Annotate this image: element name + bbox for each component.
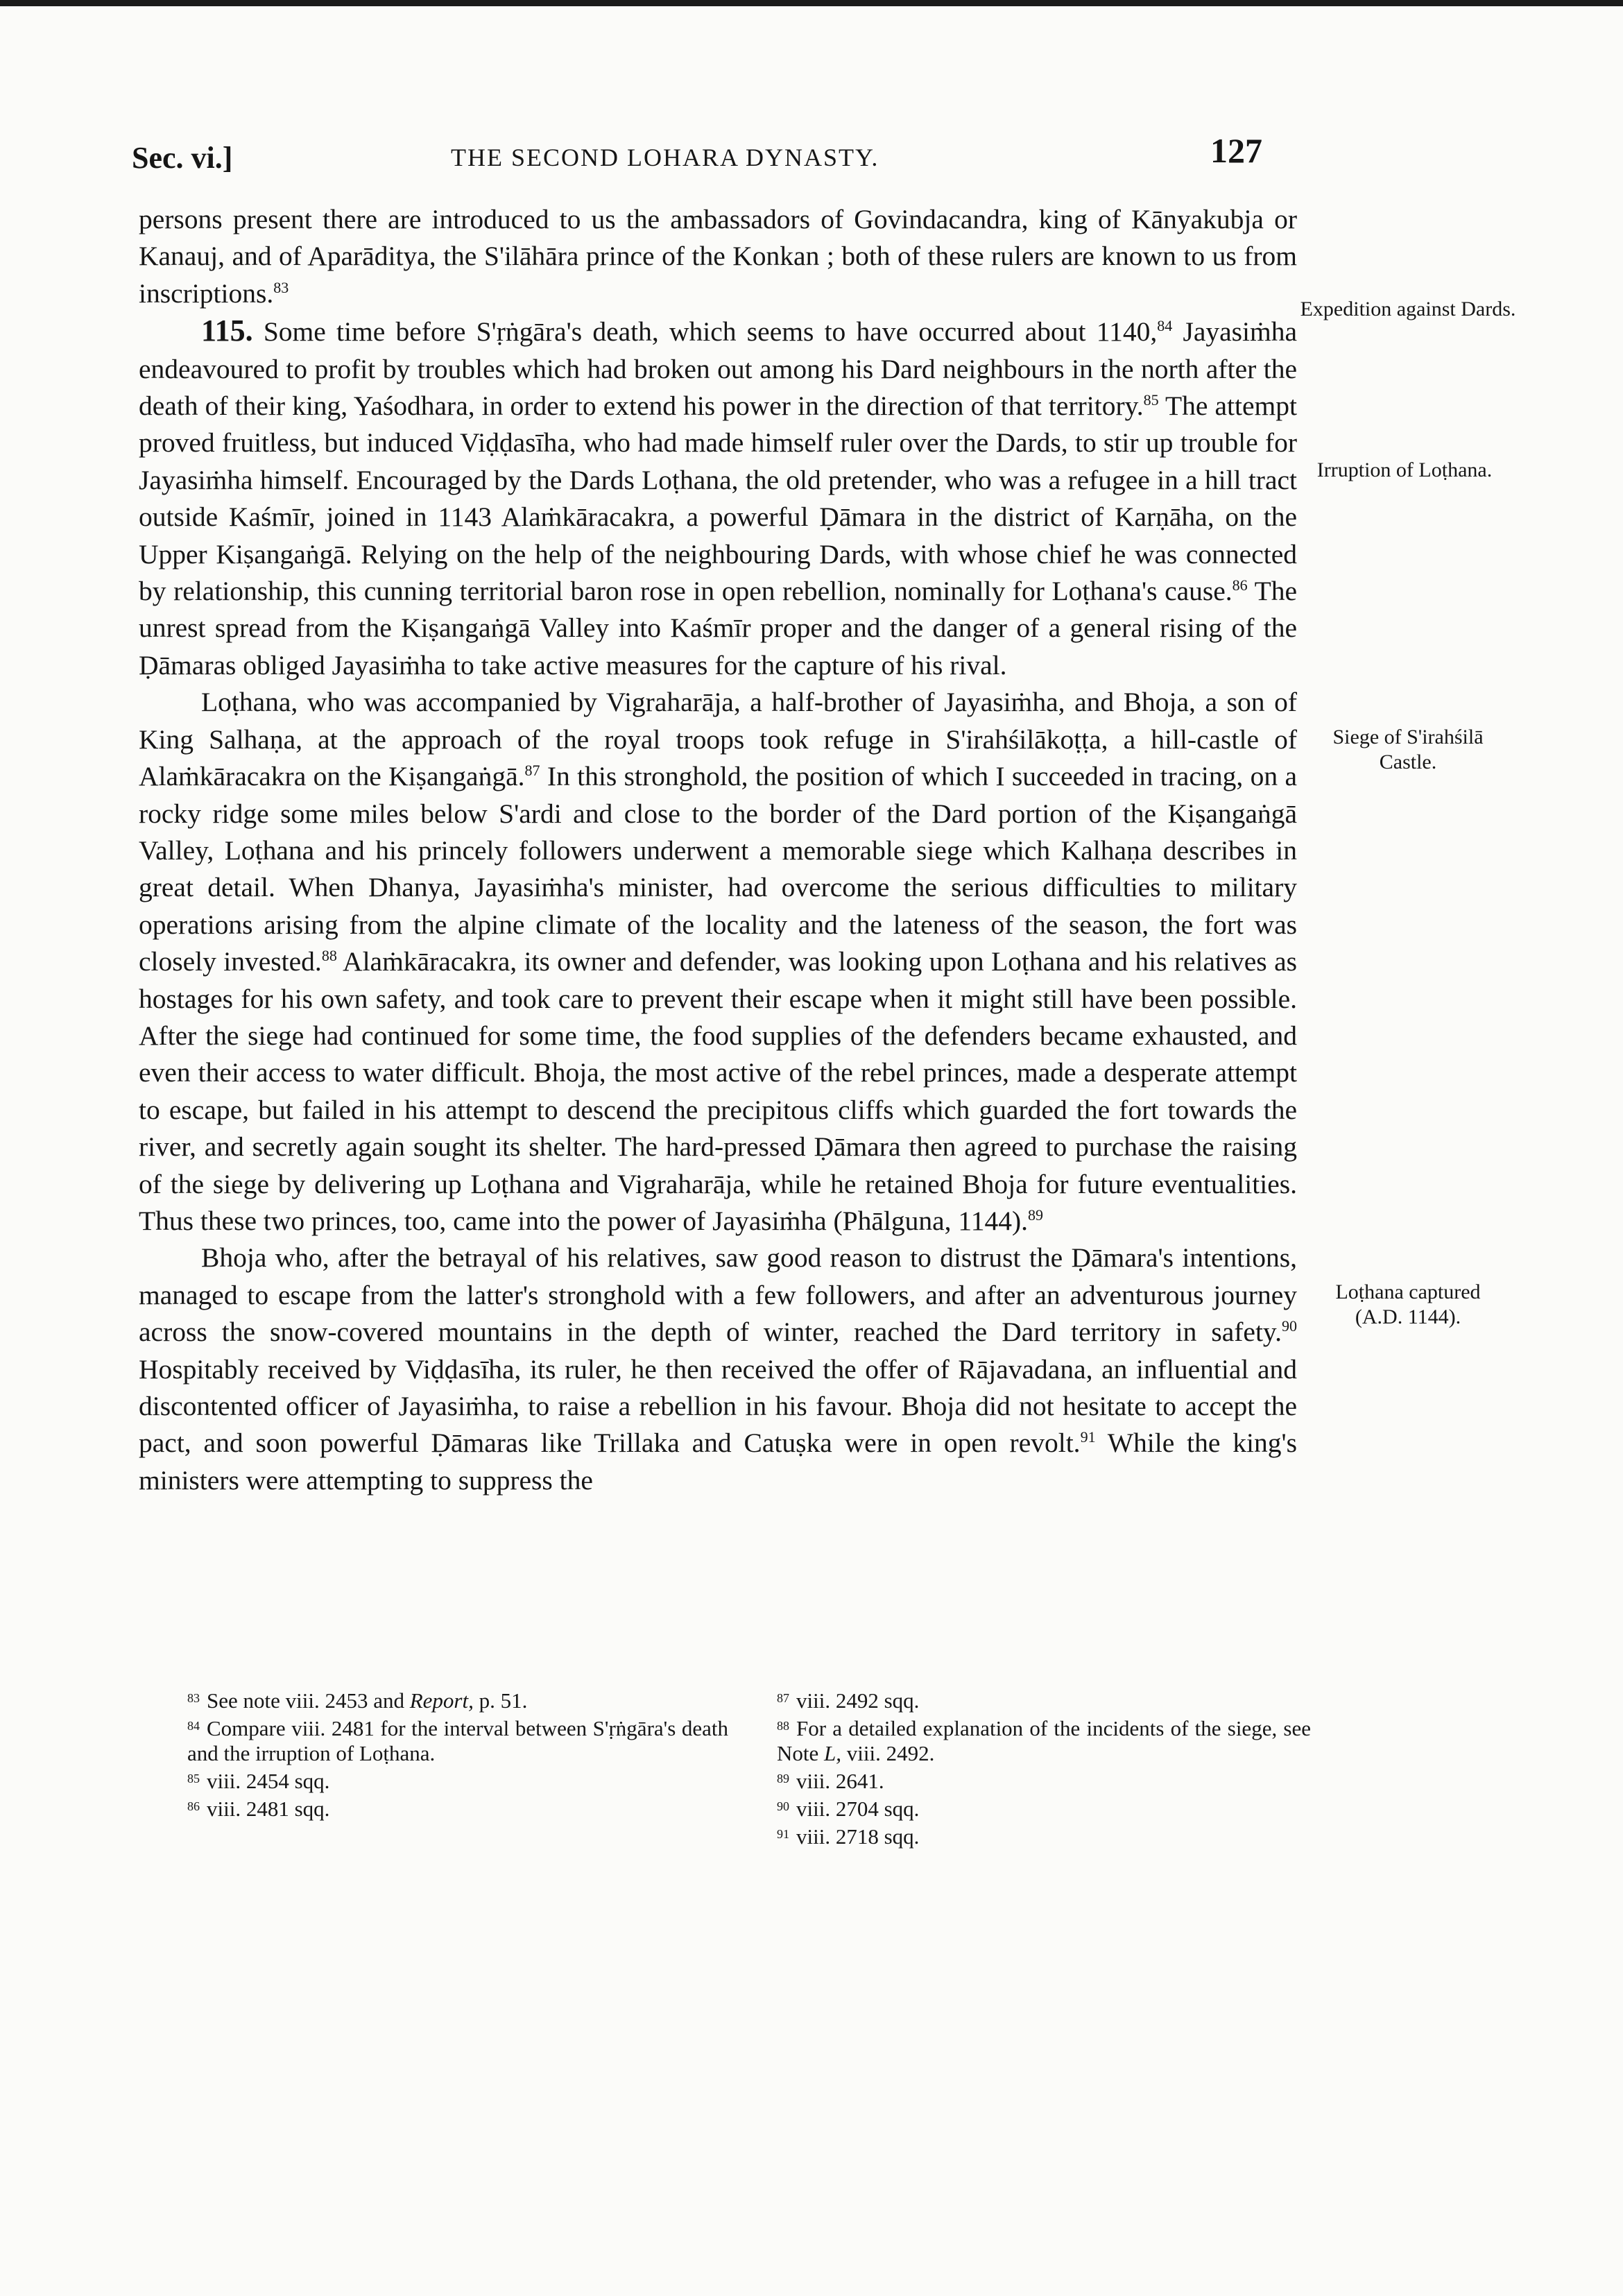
paragraph-3 (139, 684, 1297, 1240)
running-title: THE SECOND LOHARA DYNASTY. (451, 144, 879, 171)
text-run: Bhoja who, after the betrayal of his relatives, saw good reason to distrust the Ḍāmara's intentions, managed to escape from the latter's stronghold with a few followers, and after an adventurous journey across the snow-covered mountains in the depth of winter, reached the Dard territory in safety. (139, 1242, 1297, 1348)
text-run: The attempt proved fruitless, but induced Viḍḍasīha, who had made himself ruler over the Dards, to stir up trouble for Jayasiṁha himself. Encouraged by the Dards Loṭhana, the old pretender, who was a refugee in a hill tract outside Kaśmīr, joined in 1143 Alaṁkāracakra, a powerful Ḍāmara in the district of Karṇāha, on the Upper Kiṣangaṅgā. Relying on the help of the neighbouring Dards, with whose chief he was connected by relationship, this cunning territorial baron rose in open rebellion, nominally for Loṭhana's cause. (139, 391, 1297, 607)
footnote-text: p. 51. (473, 1688, 528, 1713)
footnote-87 (777, 1686, 1311, 1713)
margin-note-line: (A.D. 1144). (1355, 1305, 1461, 1328)
footnote-ref: 83 (273, 278, 289, 296)
footnote-number: 91 (777, 1827, 789, 1841)
footnote-number: 84 (187, 1719, 200, 1733)
section-label: Sec. vi.] (132, 141, 233, 175)
text-run: Alaṁkāracakra, its owner and defender, was looking upon Loṭhana and his relatives as hostages for his own safety, and took care to prevent their escape when it might still have been possible. After the siege had continued for some time, the food supplies of the defenders became exhausted, and even their access to water difficult. Bhoja, the most active of the rebel princes, made a desperate attempt to escape, but failed in his attempt to descend the precipitous cliffs which guarded the fort towards the river, and secretly again sought its shelter. The hard-pressed Ḍāmara then agreed to purchase the raising of the siege by delivering up Loṭhana and Vigraharāja, while he retained Bhoja for future eventualities. Thus these two princes, too, came into the power of Jayasiṁha (Phālguna, 1144). (139, 946, 1297, 1236)
footnotes-left (187, 1686, 728, 1822)
scan-edge (0, 0, 1623, 6)
margin-note-expedition: Expedition against Dards. (1300, 298, 1516, 320)
text-run: While the king's ministers were attempting to suppress the (139, 1428, 1297, 1496)
footnote-91 (777, 1822, 1311, 1849)
footnote-ref: 88 (321, 947, 337, 965)
footnote-italic: Report, (409, 1688, 474, 1713)
footnote-84 (187, 1713, 728, 1766)
text-run: Hospitably received by Viḍḍasīha, its ruler, he then received the offer of Rājavadana, an influential and discontented officer of Jayasiṁha, to raise a rebellion in his favour. Bhoja did not hesitate to accept the pact, and soon powerful Ḍāmaras like Trillaka and Catuṣka were in open revolt. (139, 1353, 1297, 1459)
text-run: Some time before S'ṛṅgāra's death, which seems to have occurred about 1140, (252, 316, 1158, 348)
paragraph-1 (139, 201, 1297, 312)
footnote-text: viii. 2704 sqq. (796, 1797, 920, 1821)
footnote-number: 83 (187, 1691, 200, 1705)
text-run: Jayasiṁha endeavoured to profit by troubles which had broken out among his Dard neighbours in the north after the death of their king, Yaśodhara, in order to extend his power in the direction of that territory. (139, 316, 1297, 422)
text-run: In this stronghold, the position of which I succeeded in tracing, on a rocky ridge some miles below S'ardi and close to the border of the Dard portion of the Kiṣangaṅgā Valley, Loṭhana and his princely followers underwent a memorable siege which Kalhaṇa describes in great detail. When Dhanya, Jayasiṁha's minister, had overcome the serious difficulties to military operations arising from the alpine climate of the locality and the lateness of the season, the fort was closely invested. (139, 761, 1298, 977)
footnote-number: 89 (777, 1772, 789, 1785)
footnotes-right (777, 1686, 1311, 1849)
footnote-number: 90 (777, 1799, 789, 1813)
page-number: 127 (1210, 131, 1262, 170)
footnote-text: For a detailed explanation of the incidents of the siege, see Note (777, 1716, 1311, 1765)
margin-note-siege: Siege of S'irahśilā Castle. (1332, 726, 1484, 773)
margin-note-irruption: Irruption of Loṭhana. (1316, 459, 1493, 481)
footnote-text: viii. 2641. (796, 1769, 884, 1793)
footnote-text: viii. 2492 sqq. (796, 1688, 920, 1713)
footnote-italic: L, (824, 1741, 842, 1765)
paragraph-number: 115. (201, 314, 253, 348)
footnote-number: 85 (187, 1772, 200, 1785)
text-run: Loṭhana, who was accompanied by Vigraharāja, a half-brother of Jayasiṁha, and Bhoja, a son of King Salhaṇa, at the approach of the royal troops took refuge in S'irahśilākoṭṭa, a hill-castle of Alaṁkāracakra on the Kiṣangaṅgā. (139, 687, 1297, 792)
footnote-text: viii. 2492. (841, 1741, 935, 1765)
footnote-text: Compare viii. 2481 for the interval between S'ṛṅgāra's death and the irruption of Loṭhana. (187, 1716, 728, 1765)
margin-note-captured (1276, 1280, 1540, 1330)
footnote-83 (187, 1686, 728, 1713)
text-run: persons present there are introduced to us the ambassadors of Govindacandra, king of Kānyakubja or Kanauj, and of Aparāditya, the S'ilāhāra prince of the Konkan ; both of these rulers are known to us from inscriptions. (139, 204, 1297, 309)
page-header (132, 130, 1262, 179)
footnote-90 (777, 1794, 1311, 1822)
footnote-89 (777, 1766, 1311, 1794)
footnote-text: viii. 2718 sqq. (796, 1824, 920, 1849)
footnote-ref: 86 (1232, 576, 1248, 594)
main-text (139, 201, 1297, 1499)
paragraph-115 (139, 312, 1297, 684)
footnote-ref: 87 (524, 762, 540, 780)
paragraph-4 (139, 1240, 1297, 1499)
footnote-85 (187, 1766, 728, 1794)
footnote-ref: 85 (1143, 391, 1159, 409)
footnote-text: viii. 2454 sqq. (207, 1769, 330, 1793)
footnote-ref: 91 (1080, 1428, 1096, 1446)
footnote-ref: 84 (1157, 317, 1173, 335)
footnote-number: 87 (777, 1691, 789, 1705)
footnote-88 (777, 1713, 1311, 1766)
margin-note-line: Loṭhana captured (1335, 1280, 1481, 1303)
footnote-text: See note viii. 2453 and (207, 1688, 410, 1713)
footnote-ref: 90 (1282, 1317, 1297, 1335)
footnote-text: viii. 2481 sqq. (207, 1797, 330, 1821)
text-run: The unrest spread from the Kiṣangaṅgā Valley into Kaśmīr proper and the danger of a general rising of the Ḍāmaras obliged Jayasiṁha to take active measures for the capture of his rival. (139, 576, 1297, 680)
footnote-86 (187, 1794, 728, 1822)
footnote-number: 88 (777, 1719, 789, 1733)
footnote-number: 86 (187, 1799, 200, 1813)
footnote-ref: 89 (1027, 1206, 1043, 1224)
